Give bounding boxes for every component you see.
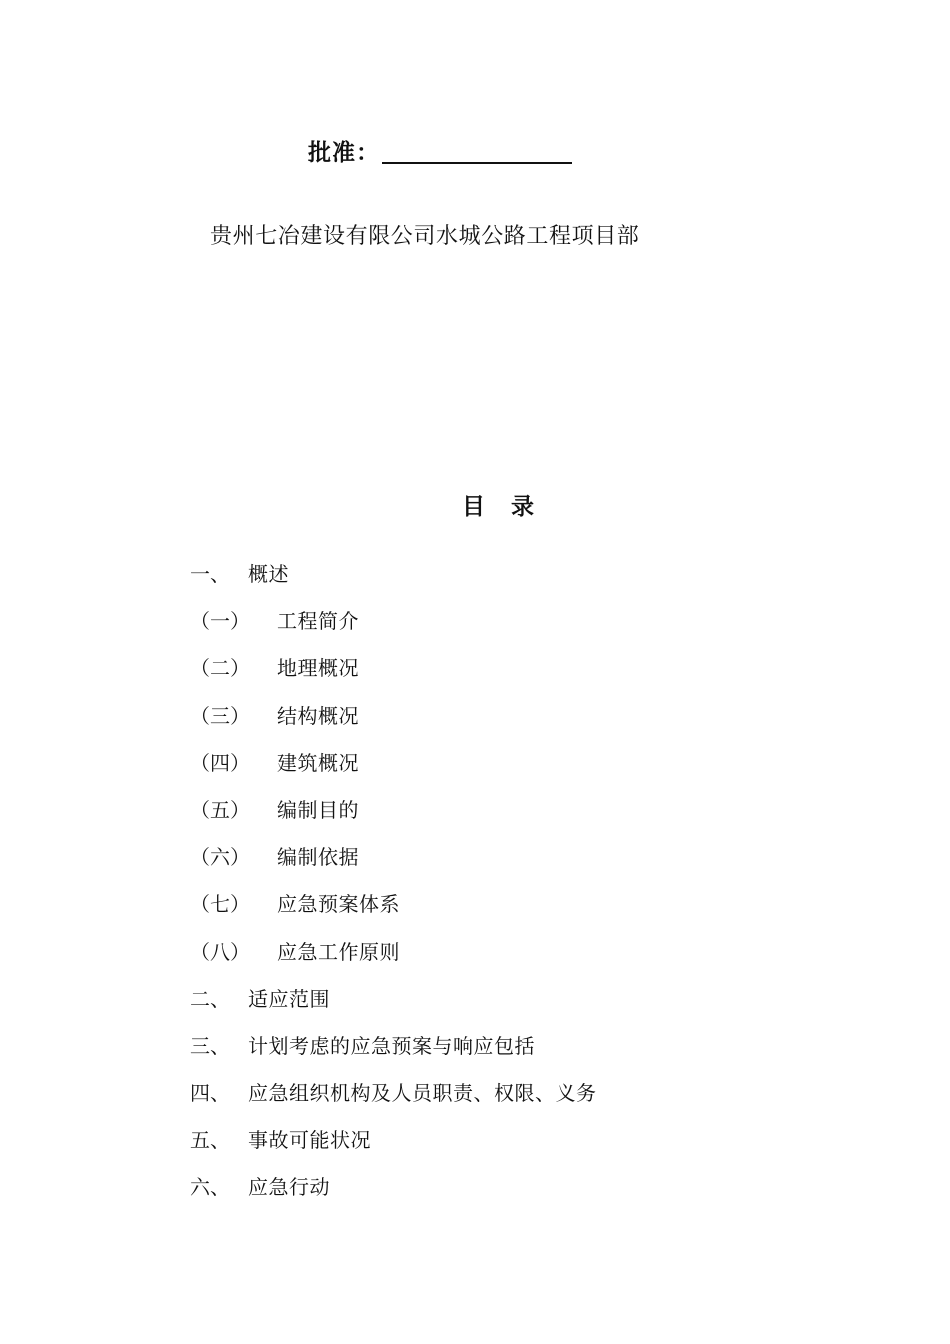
toc-item-label: 事故可能状况: [248, 1128, 371, 1153]
toc-item[interactable]: [190, 1030, 597, 1077]
toc-item-number: 六、: [190, 1175, 230, 1200]
toc-item-number: （五）: [190, 797, 250, 822]
toc-item-number: （七）: [190, 892, 250, 917]
toc-item-label: 建筑概况: [277, 750, 359, 775]
toc-item-label: 应急预案体系: [277, 892, 400, 917]
toc-item[interactable]: [190, 1124, 597, 1171]
toc-item-number: 五、: [190, 1128, 230, 1153]
toc-item-label: 地理概况: [277, 656, 359, 681]
toc-item[interactable]: [190, 652, 597, 699]
toc-item[interactable]: [190, 936, 597, 983]
toc-item-number: （六）: [190, 845, 250, 870]
toc-item-number: （四）: [190, 750, 250, 775]
toc-item-number: （八）: [190, 939, 250, 964]
toc-item-number: （三）: [190, 703, 250, 728]
toc-item-label: 工程简介: [277, 609, 359, 634]
toc-item-label: 结构概况: [277, 703, 359, 728]
approval-label: 批准：: [308, 140, 380, 166]
toc-item-label: 适应范围: [248, 986, 330, 1011]
toc-item-number: 三、: [190, 1033, 230, 1058]
toc-item[interactable]: [190, 841, 597, 888]
toc-item[interactable]: [190, 1077, 597, 1124]
toc-item-label: 概述: [248, 562, 289, 586]
toc-item[interactable]: [190, 888, 597, 935]
toc-item-label: 应急行动: [248, 1175, 330, 1200]
toc-item[interactable]: [190, 1171, 597, 1218]
toc-item-number: （二）: [190, 656, 250, 681]
toc-item[interactable]: [190, 558, 597, 605]
toc-item-label: 计划考虑的应急预案与响应包括: [248, 1033, 535, 1058]
toc-item-number: 四、: [190, 1081, 230, 1106]
toc-item[interactable]: [190, 983, 597, 1030]
toc-item[interactable]: [190, 700, 597, 747]
toc-item-label: 编制依据: [277, 845, 359, 870]
toc-item[interactable]: [190, 747, 597, 794]
table-of-contents: [190, 558, 597, 1219]
signature-blank: [382, 138, 572, 164]
toc-item-number: 二、: [190, 986, 230, 1011]
toc-item-number: 一、: [190, 562, 230, 586]
company-name: 贵州七冶建设有限公司水城公路工程项目部: [210, 224, 640, 249]
toc-item[interactable]: [190, 605, 597, 652]
toc-item-label: 应急组织机构及人员职责、权限、义务: [248, 1081, 597, 1106]
toc-item-number: （一）: [190, 609, 250, 634]
toc-item-label: 编制目的: [277, 797, 359, 822]
toc-title: 目录: [462, 494, 560, 520]
approval-line-block: [308, 132, 572, 168]
toc-item-label: 应急工作原则: [277, 939, 400, 964]
toc-item[interactable]: [190, 794, 597, 841]
